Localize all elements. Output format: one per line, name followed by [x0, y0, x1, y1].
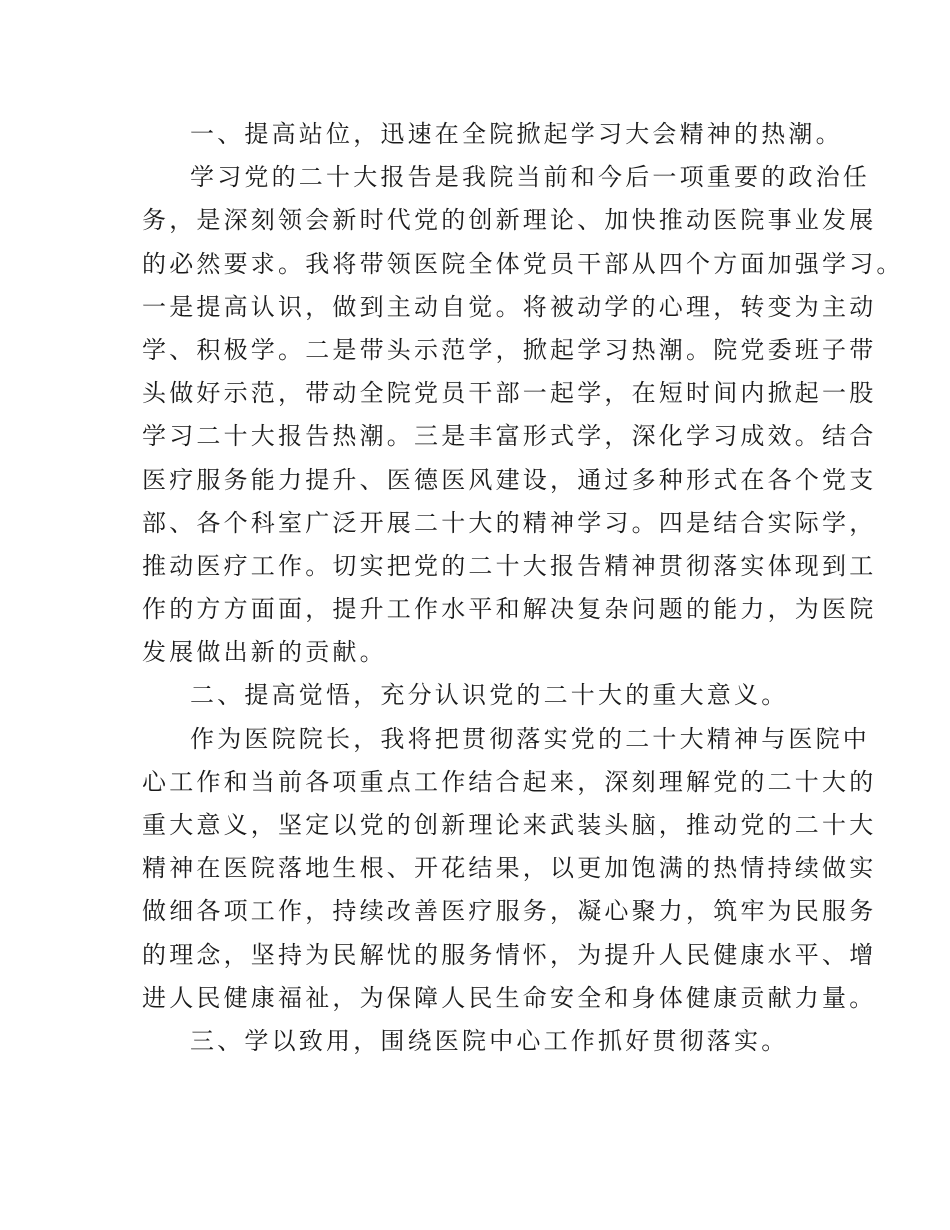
- text-line: 精神在医院落地生根、开花结果，以更加饱满的热情持续做实: [142, 854, 877, 883]
- paragraph-first-line: 学习党的二十大报告是我院当前和今后一项重要的政治任: [190, 163, 870, 192]
- text-line: 推动医疗工作。切实把党的二十大报告精神贯彻落实体现到工: [142, 551, 877, 580]
- text-line: 的必然要求。我将带领医院全体党员干部从四个方面加强学习。: [142, 249, 904, 278]
- text-line: 一是提高认识，做到主动自觉。将被动学的心理，转变为主动: [142, 292, 877, 321]
- text-line: 医疗服务能力提升、医德医风建设，通过多种形式在各个党支: [142, 465, 877, 494]
- document-body: [142, 113, 904, 1063]
- text-line: 进人民健康福祉，为保障人民生命安全和身体健康贡献力量。: [142, 983, 877, 1012]
- text-line: 部、各个科室广泛开展二十大的精神学习。四是结合实际学，: [142, 508, 877, 537]
- text-line: 学习二十大报告热潮。三是丰富形式学，深化学习成效。结合: [142, 422, 877, 451]
- text-line: 做细各项工作，持续改善医疗服务，凝心聚力，筑牢为民服务: [142, 897, 877, 926]
- text-line: 重大意义，坚定以党的创新理论来武装头脑，推动党的二十大: [142, 811, 877, 839]
- paragraph-first-line: 二、提高觉悟，充分认识党的二十大的重大意义。: [190, 681, 789, 710]
- text-line: 务，是深刻领会新时代党的创新理论、加快推动医院事业发展: [142, 206, 877, 235]
- paragraph-first-line: 作为医院院长，我将把贯彻落实党的二十大精神与医院中: [190, 724, 870, 753]
- text-line: 作的方方面面，提升工作水平和解决复杂问题的能力，为医院: [142, 595, 877, 624]
- text-line: 学、积极学。二是带头示范学，掀起学习热潮。院党委班子带: [142, 335, 877, 364]
- text-line: 的理念，坚持为民解忧的服务情怀，为提升人民健康水平、增: [142, 940, 877, 969]
- text-line: 头做好示范，带动全院党员干部一起学，在短时间内掀起一股: [142, 379, 877, 408]
- text-line: 发展做出新的贡献。: [142, 638, 387, 667]
- text-line: 心工作和当前各项重点工作结合起来，深刻理解党的二十大的: [142, 767, 877, 796]
- paragraph-first-line: 三、学以致用，围绕医院中心工作抓好贯彻落实。: [190, 1026, 789, 1055]
- paragraph-first-line: 一、提高站位，迅速在全院掀起学习大会精神的热潮。: [190, 120, 843, 148]
